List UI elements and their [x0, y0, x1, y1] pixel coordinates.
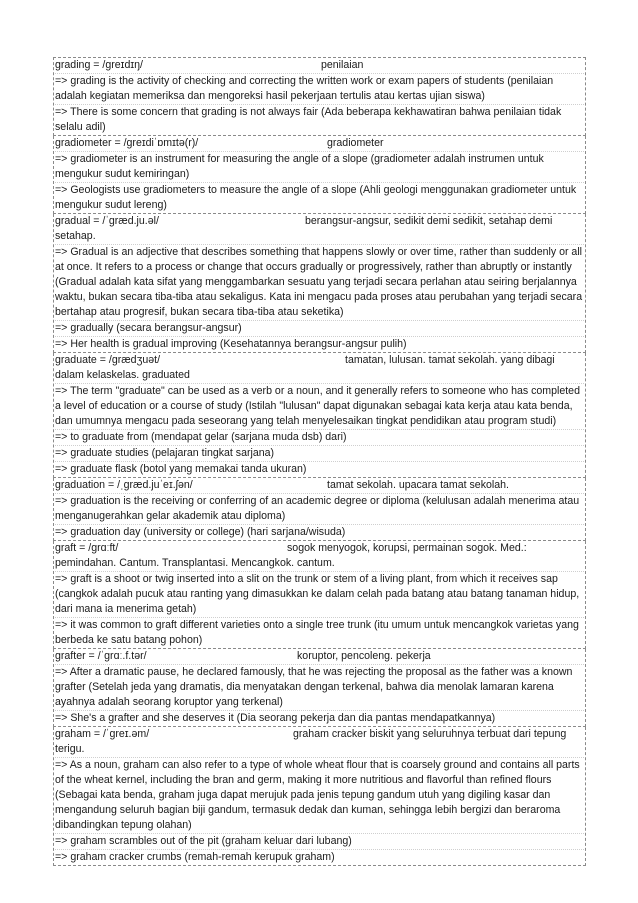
entry-example: => graduation day (university or college) (hari sarjana/wisuda) — [55, 526, 346, 538]
entry-example: => Her health is gradual improving (Kesehatannya berangsur-angsur pulih) — [55, 338, 407, 350]
entry-example: => Geologists use gradiometers to measure the angle of a slope (Ahli geologi menggunakan gradiometer untuk mengukur sudut lereng) — [55, 184, 577, 211]
entry-example: => graduate studies (pelajaran tingkat sarjana) — [55, 446, 584, 462]
entry-headword-line — [55, 727, 584, 758]
entry-gloss: graham cracker biskit yang seluruhnya terbuat dari tepung terigu. — [55, 728, 567, 755]
entry-term: graduate = /ɡrædʒuət/ — [55, 354, 161, 366]
entry-term: gradiometer = /ɡreɪdiˈɒmɪtə(r)/ — [55, 137, 199, 149]
entry-headword-line — [55, 353, 584, 384]
entry-headword-line — [55, 649, 584, 665]
entry-gloss: penilaian — [321, 59, 364, 71]
entry-example: => graham scrambles out of the pit (graham keluar dari lubang) — [55, 834, 584, 850]
entry-gloss: tamatan, lulusan. tamat sekolah. yang dibagi dalam kelaskelas. graduated — [55, 354, 555, 381]
glossary-entry — [53, 727, 586, 866]
entry-gloss: koruptor, pencoleng. pekerja — [297, 650, 431, 662]
glossary-entry — [53, 478, 586, 541]
glossary-entry — [53, 57, 586, 136]
entry-definition: => The term "graduate" can be used as a verb or a noun, and it generally refers to someone who has completed a level of education or a course of study (Istilah "lulusan" dapat digunakan sebagai kata kerja atau kata benda, dan umumnya mengacu pada seseorang yang telah menyelesaikan tingkat pendidikan atau program studi) — [55, 384, 584, 430]
entry-headword-line — [55, 478, 584, 494]
entry-headword-line — [55, 541, 584, 572]
entry-headword-line — [55, 58, 584, 74]
entry-gloss: tamat sekolah. upacara tamat sekolah. — [327, 479, 509, 491]
glossary-entry — [53, 353, 586, 478]
entry-definition: => After a dramatic pause, he declared famously, that he was rejecting the proposal as the father was a known grafter (Setelah jeda yang dramatis, dia menyatakan dengan terkenal, bahwa dia menolak lamaran karena ayahnya adalah seorang koruptor yang terkenal) — [55, 665, 584, 711]
entry-example: => She's a grafter and she deserves it (Dia seorang pekerja dan dia pantas mendapatkannya) — [55, 712, 496, 724]
entry-gloss: sogok menyogok, korupsi, permainan sogok. Med.: pemindahan. Cantum. Transplantasi. Mencangkok. cantum. — [55, 542, 527, 569]
entry-headword-line — [55, 136, 584, 152]
entry-example: => There is some concern that grading is not always fair (Ada beberapa kekhawatiran bahwa penilaian tidak selalu adil) — [55, 106, 562, 133]
entry-definition: => grading is the activity of checking and correcting the written work or exam papers of students (penilaian adalah kegiatan memeriksa dan mengoreksi hasil pekerjaan tertulis atau kertas ujian siswa) — [55, 74, 584, 105]
entry-definition: => graft is a shoot or twig inserted into a slit on the trunk or stem of a living plant, from which it receives sap (cangkok adalah pucuk atau ranting yang dimasukkan ke dalam celah pada batang atau batang tanaman hidup, dari mana ia menerima getah) — [55, 572, 584, 618]
glossary-entry — [53, 541, 586, 649]
entry-term: grading = /ɡreɪdɪŋ/ — [55, 59, 143, 71]
glossary-entry — [53, 214, 586, 353]
entry-example: => to graduate from (mendapat gelar (sarjana muda dsb) dari) — [55, 430, 584, 446]
entry-term: grafter = /ˈɡrɑː.f.tər/ — [55, 650, 147, 662]
entry-example: => it was common to graft different varieties onto a single tree trunk (itu umum untuk mencangkok varietas yang berbeda ke satu batang pohon) — [55, 619, 579, 646]
glossary-entry — [53, 136, 586, 214]
entry-gloss: gradiometer — [327, 137, 384, 149]
entry-example: => gradually (secara berangsur-angsur) — [55, 321, 584, 337]
entry-term: graduation = /ˌɡræd.juˈeɪ.ʃən/ — [55, 479, 193, 491]
entry-example: => graduate flask (botol yang memakai tanda ukuran) — [55, 463, 307, 475]
entry-headword-line — [55, 214, 584, 245]
entry-definition: => gradiometer is an instrument for measuring the angle of a slope (gradiometer adalah instrumen untuk mengukur sudut kemiringan) — [55, 152, 584, 183]
entry-term: gradual = /ˈɡræd.ju.əl/ — [55, 215, 159, 227]
entry-term: graft = /ɡrɑːft/ — [55, 542, 119, 554]
entry-definition: => As a noun, graham can also refer to a type of whole wheat flour that is coarsely ground and contains all parts of the wheat kernel, including the bran and germ, making it more nutritious and flavorful than refined flours (Sebagai kata benda, graham juga dapat merujuk pada jenis tepung gandum utuh yang digiling kasar dan mengandung seluruh bagian biji gandum, termasuk dedak dan kuman, sehingga lebih bergizi dan beraroma dibandingkan tepung olahan) — [55, 758, 584, 834]
entry-example: => graham cracker crumbs (remah-remah kerupuk graham) — [55, 851, 335, 863]
entry-term: graham = /ˈɡreɪ.əm/ — [55, 728, 150, 740]
glossary-entry — [53, 649, 586, 727]
entry-gloss: berangsur-angsur, sedikit demi sedikit, setahap demi setahap. — [55, 215, 553, 242]
entry-definition: => Gradual is an adjective that describes something that happens slowly or over time, rather than suddenly or all at once. It refers to a process or change that occurs gradually or progressively, rather than abruptly or instantly (Gradual adalah kata sifat yang menggambarkan sesuatu yang terjadi secara perlahan atau seiring berjalannya waktu, bukan secara tiba-tiba atau sekaligus. Kata ini mengacu pada proses atau perubahan yang terjadi secara bertahap atau progresif, bukan secara tiba-tiba atau seketika) — [55, 245, 584, 321]
entry-definition: => graduation is the receiving or conferring of an academic degree or diploma (kelulusan adalah menerima atau menganugerahkan gelar akademik atau diploma) — [55, 494, 584, 525]
glossary-page — [53, 57, 586, 866]
